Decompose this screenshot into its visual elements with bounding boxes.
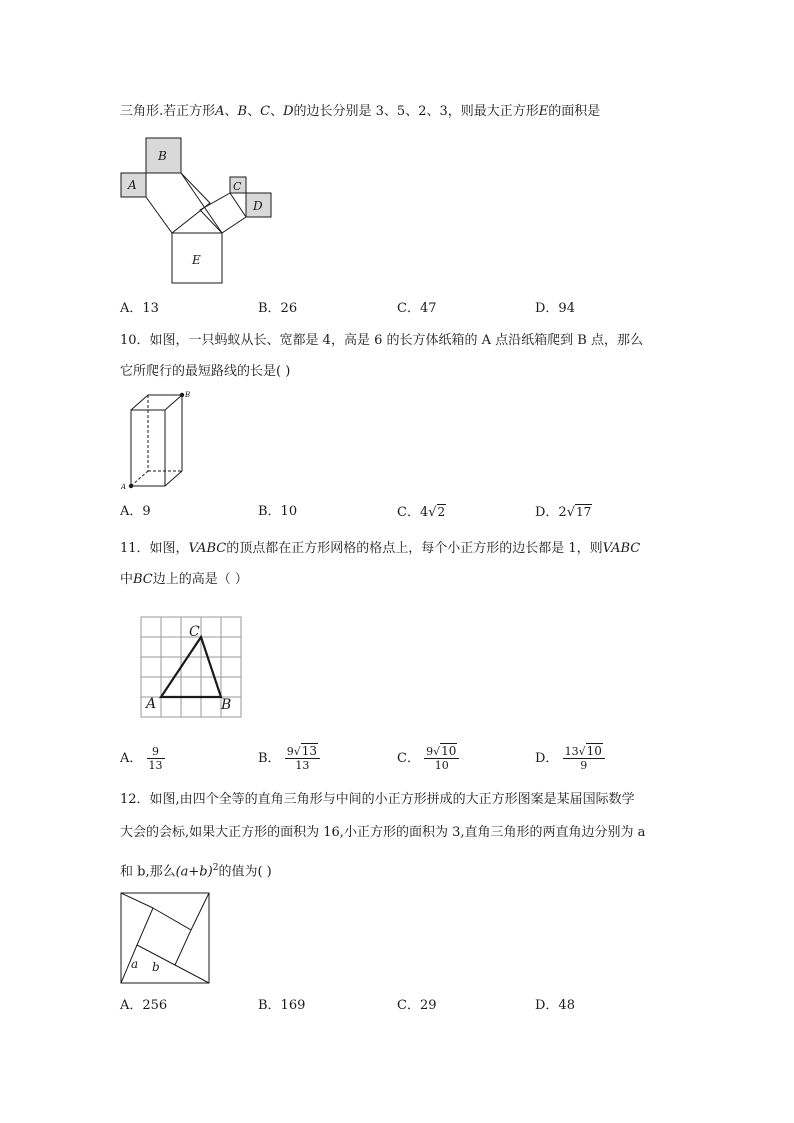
q11-label-b: B — [221, 697, 232, 713]
q9-option-c[interactable]: C．47 — [397, 301, 437, 316]
q12-option-c[interactable]: C．29 — [397, 998, 437, 1013]
q9-label-b: B — [158, 149, 167, 163]
q9-option-d[interactable]: D．94 — [535, 301, 575, 316]
q9-squares-figure — [115, 135, 280, 290]
q10-box-figure — [115, 385, 195, 495]
q11-option-a[interactable]: A． $\frac{9}{13}$ — [120, 745, 163, 772]
q11-option-d-fraction: $\frac{13√10}{9}$ — [563, 745, 605, 772]
q11-option-b-fraction: $\frac{9√13}{13}$ — [285, 745, 320, 772]
q10-point-b — [180, 393, 184, 397]
q11-option-a-fraction: $\frac{9}{13}$ — [148, 745, 163, 772]
q11-option-c[interactable]: C． $\frac{9√10}{10}$ — [397, 745, 459, 772]
q9-label-c: C — [233, 180, 242, 193]
q9-right-tilted-square — [200, 193, 246, 233]
q10-option-c[interactable]: C．4√2 — [397, 505, 446, 520]
q10-stem-line2: 它所爬行的最短路线的长是( ) — [120, 364, 291, 379]
q10-top-face — [131, 395, 182, 410]
q12-option-a[interactable]: A．256 — [120, 998, 168, 1013]
q9-diagonal — [181, 173, 222, 233]
q12-edge-3 — [175, 965, 209, 983]
q10-option-a[interactable]: A．9 — [120, 504, 151, 519]
q12-edge-2 — [191, 893, 209, 930]
q12-stem-line2: 大会的会标,如果大正方形的面积为 16,小正方形的面积为 3,直角三角形的两直角边分别为 a — [120, 825, 646, 840]
q12-stem-line3: 和 b,那么$(a+b)^2$的值为( ) — [120, 863, 272, 880]
q10-option-d-sqrt: √17 — [566, 505, 592, 520]
q12-label-a: a — [131, 957, 139, 971]
q11-label-a: A — [146, 696, 157, 712]
q12-label-b: b — [152, 960, 160, 974]
q12-option-b[interactable]: B．169 — [258, 998, 306, 1013]
q10-option-d[interactable]: D．2√17 — [535, 505, 592, 520]
q9-label-e: E — [192, 253, 201, 267]
q10-hidden-edge-diagonal — [131, 471, 148, 486]
q10-label-b: B — [185, 391, 191, 399]
q11-stem-line1: 11．如图，VABC的顶点都在正方形网格的格点上，每个小正方形的边长都是 1，则VABC — [120, 541, 641, 556]
q12-edge-1 — [121, 893, 153, 908]
q10-label-a: A — [121, 483, 127, 491]
q9-option-a[interactable]: A．13 — [120, 301, 159, 316]
q9-left-tilted-square — [146, 173, 210, 233]
q10-right-face — [165, 395, 182, 486]
q10-stem-line1: 10．如图，一只蚂蚁从长、宽都是 4，高是 6 的长方体纸箱的 A 点沿纸箱爬到 B 点，那么 — [120, 333, 643, 348]
q12-zhao-shuang-figure — [115, 888, 215, 988]
q10-point-a — [129, 484, 133, 488]
q9-stem: 三角形.若正方形A、B、C、D的边长分别是 3、5、2、3，则最大正方形E的面积是 — [120, 104, 601, 119]
q11-grid-figure — [135, 610, 250, 720]
q9-label-a: A — [128, 178, 137, 192]
q11-label-c: C — [189, 624, 200, 640]
q9-label-d: D — [253, 199, 263, 213]
q9-option-b[interactable]: B．26 — [258, 301, 298, 316]
q12-stem-line1: 12．如图,由四个全等的直角三角形与中间的小正方形拼成的大正方形图案是某届国际数学 — [120, 792, 635, 807]
q11-triangle-abc — [161, 637, 221, 697]
q10-option-c-sqrt: √2 — [428, 505, 446, 520]
q10-option-b[interactable]: B．10 — [258, 504, 298, 519]
q11-option-b[interactable]: B． $\frac{9√13}{13}$ — [258, 745, 320, 772]
q11-option-c-fraction: $\frac{9√10}{10}$ — [424, 745, 459, 772]
q11-option-d[interactable]: D． $\frac{13√10}{9}$ — [535, 745, 605, 772]
q11-stem-line2: 中BC边上的高是（ ） — [120, 572, 248, 587]
q12-inner-square — [137, 908, 191, 965]
q12-option-d[interactable]: D．48 — [535, 998, 575, 1013]
